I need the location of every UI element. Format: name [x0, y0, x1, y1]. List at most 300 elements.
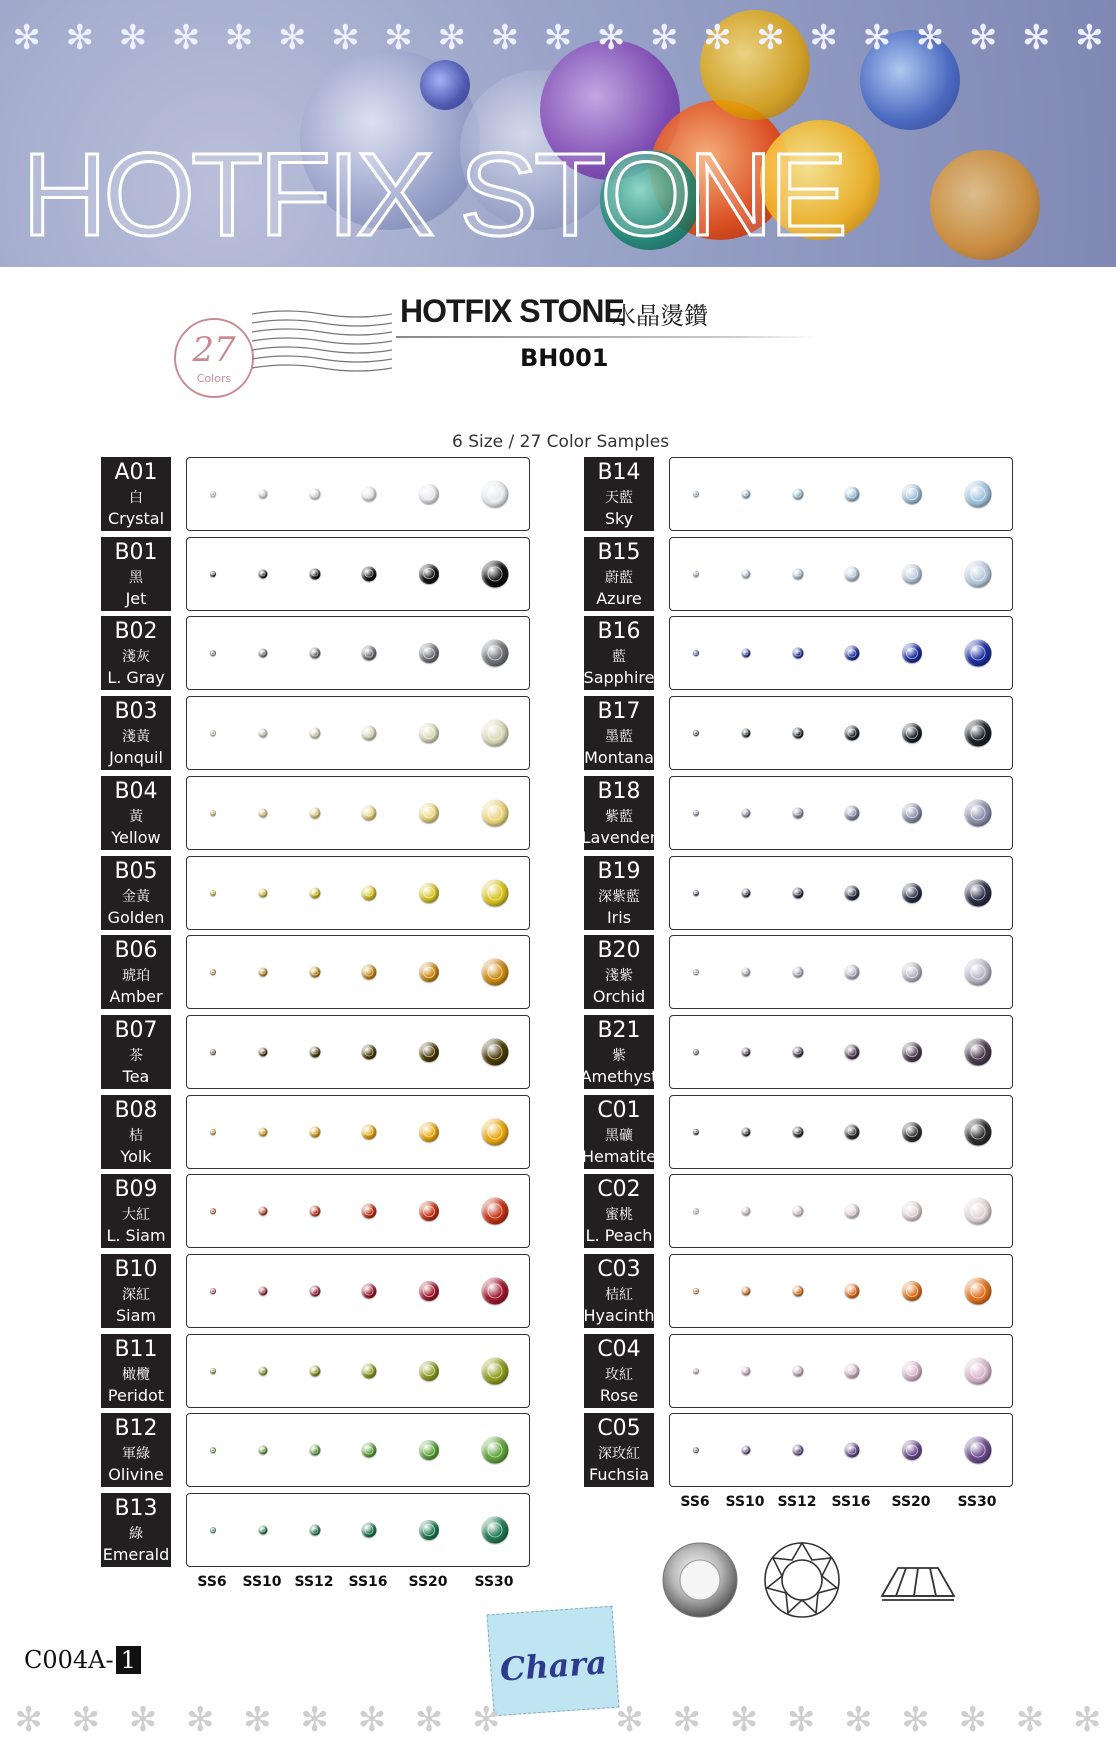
stone-sample-icon — [362, 1523, 377, 1538]
stone-sample-icon — [845, 1363, 860, 1378]
stone-sample-icon — [902, 484, 922, 504]
color-name-chinese: 黃 — [129, 808, 143, 825]
color-code: B21 — [597, 1017, 641, 1043]
stone-sample-icon — [742, 729, 751, 738]
color-name: Iris — [606, 907, 632, 927]
stone-sample-icon — [845, 1124, 860, 1139]
stone-sample-icon — [845, 646, 860, 661]
color-row — [581, 776, 1014, 850]
stone-sample-icon — [210, 1527, 216, 1533]
size-label: SS12 — [294, 1574, 334, 1590]
stone-sample-icon — [742, 1047, 751, 1056]
size-labels-right — [669, 1494, 1013, 1514]
stone-sample-icon — [259, 1207, 268, 1216]
color-label — [101, 457, 171, 531]
stone-sample-icon — [310, 1525, 321, 1536]
stone-sample-icon — [210, 1447, 216, 1453]
color-name: Sky — [604, 509, 634, 528]
color-name-chinese: 桔紅 — [605, 1287, 633, 1303]
color-code: B12 — [114, 1416, 158, 1442]
color-name: Jonquil — [109, 748, 163, 768]
stone-swatch-box — [669, 1174, 1013, 1248]
stone-sample-icon — [793, 1286, 804, 1297]
stone-sample-icon — [362, 566, 377, 581]
color-row — [101, 1015, 531, 1089]
color-name: Orchid — [592, 987, 646, 1007]
size-label: SS20 — [891, 1494, 931, 1510]
stone-sample-icon — [793, 648, 804, 659]
stone-sample-icon — [362, 646, 377, 661]
color-code: B07 — [114, 1017, 158, 1043]
stone-sample-icon — [482, 959, 509, 986]
stone-sample-icon — [742, 968, 751, 977]
stone-facet-outline-icon — [765, 1543, 839, 1617]
stone-sample-icon — [845, 1204, 860, 1219]
stone-sample-icon — [845, 1284, 860, 1299]
banner-title: HOTFIX STONE — [22, 129, 844, 261]
stone-sample-icon — [793, 967, 804, 978]
stone-swatch-box — [186, 696, 530, 770]
stone-sample-icon — [419, 564, 439, 584]
stone-sample-icon — [310, 967, 321, 978]
star-border-top: ✻ ✻ ✻ ✻ ✻ ✻ ✻ ✻ ✻ ✻ ✻ ✻ ✻ ✻ ✻ ✻ ✻ ✻ ✻ ✻ ✻ — [12, 18, 1104, 58]
size-labels-left — [186, 1574, 530, 1594]
color-code: B10 — [114, 1257, 158, 1282]
stone-sample-icon — [693, 650, 699, 656]
stone-sample-icon — [902, 1440, 922, 1460]
stone-sample-icon — [362, 1284, 377, 1299]
color-row — [101, 616, 531, 690]
stone-sample-icon — [419, 1281, 439, 1301]
stone-sample-icon — [419, 962, 439, 982]
color-label — [101, 1254, 171, 1328]
stone-swatch-box — [186, 457, 530, 531]
color-name-chinese: 深紫藍 — [598, 888, 640, 905]
color-label — [101, 1095, 171, 1169]
stamp-text: Colors — [196, 372, 232, 385]
color-row — [101, 1174, 531, 1248]
stone-sample-icon — [742, 888, 751, 897]
color-label — [584, 457, 654, 531]
stone-sample-icon — [965, 1357, 992, 1384]
color-label — [584, 1413, 654, 1487]
stone-sample-icon — [310, 1046, 321, 1057]
stone-sample-icon — [259, 1127, 268, 1136]
color-row — [581, 1095, 1014, 1169]
color-row — [584, 1174, 1014, 1248]
stone-swatch-box — [669, 1095, 1013, 1169]
color-code: C03 — [597, 1257, 641, 1282]
color-name: Montana — [584, 748, 654, 768]
color-name-chinese: 天藍 — [605, 490, 633, 506]
title-divider — [396, 336, 816, 338]
stone-sample-icon — [693, 969, 699, 975]
stone-sample-icon — [362, 1044, 377, 1059]
stone-sample-icon — [210, 491, 216, 497]
color-code: C04 — [597, 1336, 641, 1362]
stone-sample-icon — [259, 808, 268, 817]
stone-sample-icon — [965, 959, 992, 986]
product-code: BH001 — [520, 344, 609, 372]
stone-sample-icon — [362, 1204, 377, 1219]
color-name-chinese: 藍 — [612, 649, 626, 666]
color-code: B18 — [597, 778, 641, 804]
stone-sample-icon — [259, 1446, 268, 1455]
stone-diagrams — [660, 1536, 960, 1626]
stone-sample-icon — [210, 1368, 216, 1374]
gem-decoration — [420, 60, 470, 110]
stone-sample-icon — [210, 1288, 216, 1294]
stone-top-view-icon — [663, 1543, 737, 1617]
color-label — [584, 1254, 654, 1328]
color-code: B06 — [114, 938, 158, 964]
stone-sample-icon — [259, 1366, 268, 1375]
color-code: B20 — [597, 938, 641, 964]
color-name: Olivine — [108, 1465, 164, 1485]
color-label — [101, 616, 171, 690]
stone-sample-icon — [902, 643, 922, 663]
color-name: Peridot — [107, 1385, 165, 1405]
color-name-chinese: 紫 — [612, 1047, 626, 1064]
stone-sample-icon — [419, 1122, 439, 1142]
stone-sample-icon — [965, 560, 992, 587]
gem-decoration — [930, 150, 1040, 260]
stone-sample-icon — [845, 965, 860, 980]
stone-sample-icon — [845, 487, 860, 502]
stone-sample-icon — [902, 1361, 922, 1381]
stone-sample-icon — [482, 720, 509, 747]
stone-sample-icon — [259, 968, 268, 977]
stone-sample-icon — [845, 885, 860, 900]
stone-sample-icon — [259, 888, 268, 897]
stone-swatch-box — [186, 1254, 530, 1328]
size-label: SS6 — [680, 1494, 710, 1510]
stone-sample-icon — [793, 887, 804, 898]
stone-sample-icon — [793, 1365, 804, 1376]
color-code: B15 — [597, 539, 641, 565]
stone-sample-icon — [482, 1357, 509, 1384]
stone-sample-icon — [259, 569, 268, 578]
color-name-chinese: 琥珀 — [122, 968, 150, 985]
color-label — [101, 1174, 171, 1248]
stone-sample-icon — [419, 1520, 439, 1540]
stone-sample-icon — [482, 481, 509, 508]
stone-swatch-box — [186, 537, 530, 611]
color-name: Siam — [116, 1306, 156, 1325]
stone-sample-icon — [419, 484, 439, 504]
stone-sample-icon — [965, 720, 992, 747]
color-name-chinese: 深玫紅 — [598, 1446, 640, 1463]
stone-sample-icon — [693, 1368, 699, 1374]
color-name-chinese: 黑 — [129, 569, 143, 586]
hero-banner — [0, 0, 1116, 267]
stone-swatch-box — [186, 1174, 530, 1248]
color-name-chinese: 蜜桃 — [605, 1207, 633, 1224]
color-name: Tea — [122, 1066, 150, 1086]
stone-sample-icon — [965, 1437, 992, 1464]
stone-swatch-box — [669, 776, 1013, 850]
stone-sample-icon — [419, 803, 439, 823]
stone-sample-icon — [742, 1366, 751, 1375]
color-row — [101, 1334, 531, 1408]
stone-sample-icon — [965, 1118, 992, 1145]
color-label — [101, 1413, 171, 1487]
stone-swatch-box — [669, 616, 1013, 690]
stone-sample-icon — [310, 648, 321, 659]
color-code: B09 — [114, 1177, 158, 1203]
stone-sample-icon — [902, 564, 922, 584]
color-row — [101, 1095, 531, 1169]
color-row — [101, 935, 531, 1009]
stone-sample-icon — [793, 489, 804, 500]
size-label: SS16 — [348, 1574, 388, 1590]
color-name-chinese: 茶 — [129, 1047, 143, 1064]
stone-sample-icon — [693, 1288, 699, 1294]
color-label — [584, 696, 654, 770]
stone-swatch-box — [186, 776, 530, 850]
color-name: L. Siam — [106, 1226, 166, 1246]
color-label — [101, 696, 171, 770]
catalog-code-text: C004A- — [24, 1646, 114, 1674]
stone-sample-icon — [845, 1443, 860, 1458]
stone-sample-icon — [259, 1526, 268, 1535]
color-label — [581, 1095, 657, 1169]
stone-sample-icon — [419, 1440, 439, 1460]
color-code: B02 — [114, 619, 158, 645]
stone-sample-icon — [965, 1038, 992, 1065]
stone-sample-icon — [362, 487, 377, 502]
color-name-chinese: 蔚藍 — [605, 569, 633, 586]
stone-swatch-box — [186, 1334, 530, 1408]
stone-sample-icon — [693, 890, 699, 896]
postmark-lines-icon — [252, 306, 392, 376]
color-name: Hyacinth — [583, 1306, 655, 1325]
stone-sample-icon — [419, 1042, 439, 1062]
color-name-chinese: 桔 — [129, 1127, 143, 1144]
stone-sample-icon — [310, 887, 321, 898]
color-name: Azure — [596, 588, 642, 608]
stone-sample-icon — [693, 810, 699, 816]
colors-stamp-logo — [174, 318, 254, 398]
color-label — [101, 1493, 171, 1567]
color-code: A01 — [114, 460, 158, 485]
color-code: B16 — [597, 619, 641, 645]
stone-sample-icon — [482, 1198, 509, 1225]
color-label — [580, 1015, 658, 1089]
size-label: SS20 — [408, 1574, 448, 1590]
stone-sample-icon — [210, 1049, 216, 1055]
stone-sample-icon — [419, 643, 439, 663]
stone-sample-icon — [693, 1049, 699, 1055]
color-name: Hematite — [581, 1146, 657, 1166]
color-name: Lavender — [581, 827, 657, 847]
page-title-chinese: 水晶燙鑽 — [612, 302, 708, 330]
color-name-chinese: 金黃 — [122, 888, 150, 905]
stone-sample-icon — [902, 723, 922, 743]
stamp-number: 27 — [192, 330, 236, 370]
color-row — [101, 696, 531, 770]
stone-swatch-box — [669, 1254, 1013, 1328]
stone-sample-icon — [742, 649, 751, 658]
stone-sample-icon — [902, 962, 922, 982]
color-label — [101, 1015, 171, 1089]
stone-sample-icon — [693, 1129, 699, 1135]
stone-sample-icon — [965, 481, 992, 508]
color-name: L. Peach — [585, 1226, 653, 1246]
stone-swatch-box — [669, 935, 1013, 1009]
color-row — [101, 1493, 531, 1567]
stone-sample-icon — [965, 879, 992, 906]
color-row — [584, 1254, 1014, 1328]
stone-sample-icon — [362, 965, 377, 980]
stone-sample-icon — [742, 490, 751, 499]
stone-sample-icon — [310, 489, 321, 500]
color-code: B04 — [114, 778, 158, 804]
color-label — [584, 935, 654, 1009]
stone-sample-icon — [310, 568, 321, 579]
color-row — [101, 856, 531, 930]
stone-sample-icon — [210, 1208, 216, 1214]
stone-swatch-box — [186, 935, 530, 1009]
color-row — [101, 457, 531, 531]
stone-sample-icon — [793, 1206, 804, 1217]
stone-sample-icon — [310, 1365, 321, 1376]
stone-sample-icon — [742, 1127, 751, 1136]
stone-swatch-box — [186, 1413, 530, 1487]
star-border-bottom: ✻ ✻ ✻ ✻ ✻ ✻ ✻ ✻ ✻ ✻ ✻ ✻ ✻ ✻ ✻ ✻ ✻ ✻ — [14, 1700, 1102, 1740]
stone-sample-icon — [793, 1445, 804, 1456]
stone-swatch-box — [186, 1095, 530, 1169]
color-name-chinese: 綠 — [129, 1526, 143, 1543]
stone-sample-icon — [310, 807, 321, 818]
color-label — [584, 856, 654, 930]
stone-sample-icon — [310, 1286, 321, 1297]
stone-sample-icon — [482, 879, 509, 906]
stone-swatch-box — [186, 1015, 530, 1089]
color-row — [101, 1413, 531, 1487]
stone-sample-icon — [742, 569, 751, 578]
color-name-chinese: 大紅 — [122, 1207, 150, 1224]
stone-sample-icon — [793, 568, 804, 579]
stone-sample-icon — [793, 1126, 804, 1137]
stone-sample-icon — [362, 1124, 377, 1139]
color-code: C05 — [597, 1416, 641, 1442]
stone-sample-icon — [419, 723, 439, 743]
sample-subtitle: 6 Size / 27 Color Samples — [452, 432, 670, 452]
catalog-page-number: 1 — [116, 1646, 141, 1674]
color-row — [101, 776, 531, 850]
color-name-chinese: 橄欖 — [122, 1366, 150, 1383]
color-code: B01 — [114, 539, 158, 565]
stone-sample-icon — [742, 1446, 751, 1455]
stone-swatch-box — [669, 1015, 1013, 1089]
stone-sample-icon — [482, 560, 509, 587]
color-label — [101, 537, 171, 611]
size-label: SS16 — [831, 1494, 871, 1510]
stone-sample-icon — [259, 649, 268, 658]
stone-sample-icon — [210, 730, 216, 736]
color-name-chinese: 黑礦 — [605, 1127, 633, 1144]
stone-sample-icon — [259, 729, 268, 738]
stone-sample-icon — [419, 883, 439, 903]
stone-sample-icon — [482, 1517, 509, 1544]
stone-sample-icon — [362, 805, 377, 820]
stone-sample-icon — [693, 1447, 699, 1453]
stone-sample-icon — [419, 1361, 439, 1381]
color-row — [580, 1015, 1014, 1089]
chara-logo-text: Chara — [498, 1643, 609, 1689]
stone-sample-icon — [845, 1044, 860, 1059]
stone-swatch-box — [669, 856, 1013, 930]
stone-side-profile-icon — [882, 1568, 954, 1600]
stone-sample-icon — [793, 728, 804, 739]
color-code: B19 — [597, 858, 641, 884]
size-label: SS10 — [242, 1574, 282, 1590]
stone-swatch-box — [669, 696, 1013, 770]
stone-sample-icon — [482, 640, 509, 667]
stone-sample-icon — [902, 1201, 922, 1221]
color-name: Emerald — [102, 1545, 170, 1565]
color-name-chinese: 淺紫 — [605, 968, 633, 985]
color-name-chinese: 紫藍 — [605, 808, 633, 825]
color-label — [101, 935, 171, 1009]
page-title: HOTFIX STONE — [400, 293, 624, 329]
stone-sample-icon — [362, 1443, 377, 1458]
catalog-code — [24, 1646, 141, 1674]
stone-sample-icon — [210, 571, 216, 577]
color-label — [584, 1174, 654, 1248]
color-name: Sapphire — [583, 668, 655, 688]
stone-sample-icon — [210, 890, 216, 896]
stone-sample-icon — [845, 805, 860, 820]
stone-swatch-box — [186, 616, 530, 690]
stone-swatch-box — [669, 1413, 1013, 1487]
stone-sample-icon — [742, 1207, 751, 1216]
color-row — [101, 1254, 531, 1328]
color-name: Jet — [125, 588, 147, 608]
stone-sample-icon — [482, 1437, 509, 1464]
color-name: Yellow — [111, 827, 161, 847]
color-row — [584, 935, 1014, 1009]
color-name: Golden — [107, 907, 165, 927]
stone-sample-icon — [482, 799, 509, 826]
stone-sample-icon — [793, 807, 804, 818]
color-name-chinese: 深紅 — [122, 1287, 150, 1303]
size-label: SS30 — [957, 1494, 997, 1510]
color-code: B17 — [597, 699, 641, 725]
color-name: L. Gray — [107, 668, 165, 688]
color-label — [584, 1334, 654, 1408]
color-row — [584, 1413, 1014, 1487]
color-code: B08 — [114, 1097, 158, 1123]
stone-sample-icon — [310, 1126, 321, 1137]
color-name-chinese: 白 — [129, 490, 143, 506]
stone-sample-icon — [259, 1287, 268, 1296]
stone-swatch-box — [186, 1493, 530, 1567]
color-row — [101, 537, 531, 611]
stone-sample-icon — [902, 883, 922, 903]
color-code: B11 — [114, 1336, 158, 1362]
stone-sample-icon — [902, 1042, 922, 1062]
color-label — [101, 1334, 171, 1408]
stone-sample-icon — [482, 1278, 509, 1305]
stone-sample-icon — [259, 1047, 268, 1056]
color-name-chinese: 墨藍 — [605, 729, 633, 746]
stone-sample-icon — [902, 803, 922, 823]
stone-swatch-box — [669, 537, 1013, 611]
color-label — [584, 616, 654, 690]
color-name-chinese: 玫紅 — [605, 1366, 633, 1383]
